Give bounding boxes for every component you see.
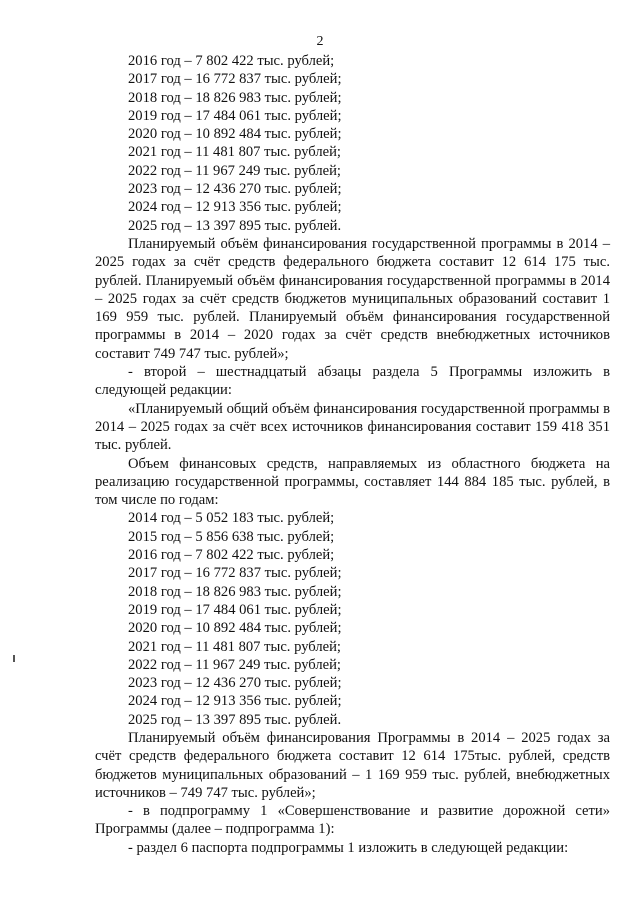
year-line: 2025 год – 13 397 895 тыс. рублей. [128,711,342,728]
year-line: 2016 год – 7 802 422 тыс. рублей; [128,53,335,69]
paragraph-planned-funding: Планируемый объём финансирования государственной программы в 2014 – 2025 годах за счёт средств федерального бюджета составит 12 614 175 тыс. рублей. Планируемый объём финансирования государственной программы в 2014 – 2025 годах за счёт средств бюджетов муниципальных образований составит 1 169 959 тыс. рублей. Планируемый объём финансирования государственной программы в 2014 – 2020 годах за счёт средств внебюджетных источников составит 749 747 тыс. рублей»; [95,235,610,362]
year-line: 2021 год – 11 481 807 тыс. рублей; [128,144,341,161]
year-line: 2018 год – 18 826 983 тыс. рублей; [128,583,342,600]
year-line: 2017 год – 16 772 837 тыс. рублей; [128,71,342,88]
year-line: 2014 год – 5 052 183 тыс. рублей; [128,510,335,527]
document-body [95,52,610,857]
paragraph-regional-budget: Объем финансовых средств, направляемых из областного бюджета на реализацию государственной программы, составляет 144 884 185 тыс. рублей, в том числе по годам: [95,455,610,509]
year-line: 2016 год – 7 802 422 тыс. рублей; [128,547,335,564]
paragraph-program-funding: Планируемый объём финансирования Программы в 2014 – 2025 годах за счёт средств федерального бюджета составит 12 614 175тыс. рублей, средств бюджетов муниципальных образований – 1 169 959 тыс. рублей, внебюджетных источников – 749 747 тыс. рублей»; [95,729,610,801]
year-line: 2022 год – 11 967 249 тыс. рублей; [128,162,341,179]
year-line: 2019 год – 17 484 061 тыс. рублей; [128,601,342,618]
year-line: 2019 год – 17 484 061 тыс. рублей; [128,107,342,124]
year-line: 2022 год – 11 967 249 тыс. рублей; [128,656,341,673]
year-line: 2015 год – 5 856 638 тыс. рублей; [128,528,335,545]
year-line: 2020 год – 10 892 484 тыс. рублей; [128,620,342,637]
paragraph-total-funding: «Планируемый общий объём финансирования государственной программы в 2014 – 2025 годах за счёт всех источников финансирования составит 159 418 351 тыс. рублей. [95,400,610,454]
year-line: 2023 год – 12 436 270 тыс. рублей; [128,181,342,198]
year-line: 2021 год – 11 481 807 тыс. рублей; [128,638,341,655]
paragraph-subprogram1: - в подпрограмму 1 «Совершенствование и развитие дорожной сети» Программы (далее – подпрограмма 1): [95,803,610,838]
paragraph-section5-amendment: - второй – шестнадцатый абзацы раздела 5 Программы изложить в следующей редакции: [95,364,610,399]
year-line: 2024 год – 12 913 356 тыс. рублей; [128,693,342,710]
funding-by-year-list-top [128,52,610,235]
year-line: 2017 год – 16 772 837 тыс. рублей; [128,565,342,582]
year-line: 2023 год – 12 436 270 тыс. рублей; [128,675,342,692]
year-line: 2024 год – 12 913 356 тыс. рублей; [128,199,342,216]
year-line: 2025 год – 13 397 895 тыс. рублей. [128,217,342,234]
year-line: 2018 год – 18 826 983 тыс. рублей; [128,89,342,106]
paragraph-section6-passport: - раздел 6 паспорта подпрограммы 1 изложить в следующей редакции: [128,839,569,856]
funding-by-year-list-bottom [128,509,610,729]
page-number: 2 [316,34,324,49]
scan-mark [13,655,15,662]
year-line: 2020 год – 10 892 484 тыс. рублей; [128,126,342,143]
